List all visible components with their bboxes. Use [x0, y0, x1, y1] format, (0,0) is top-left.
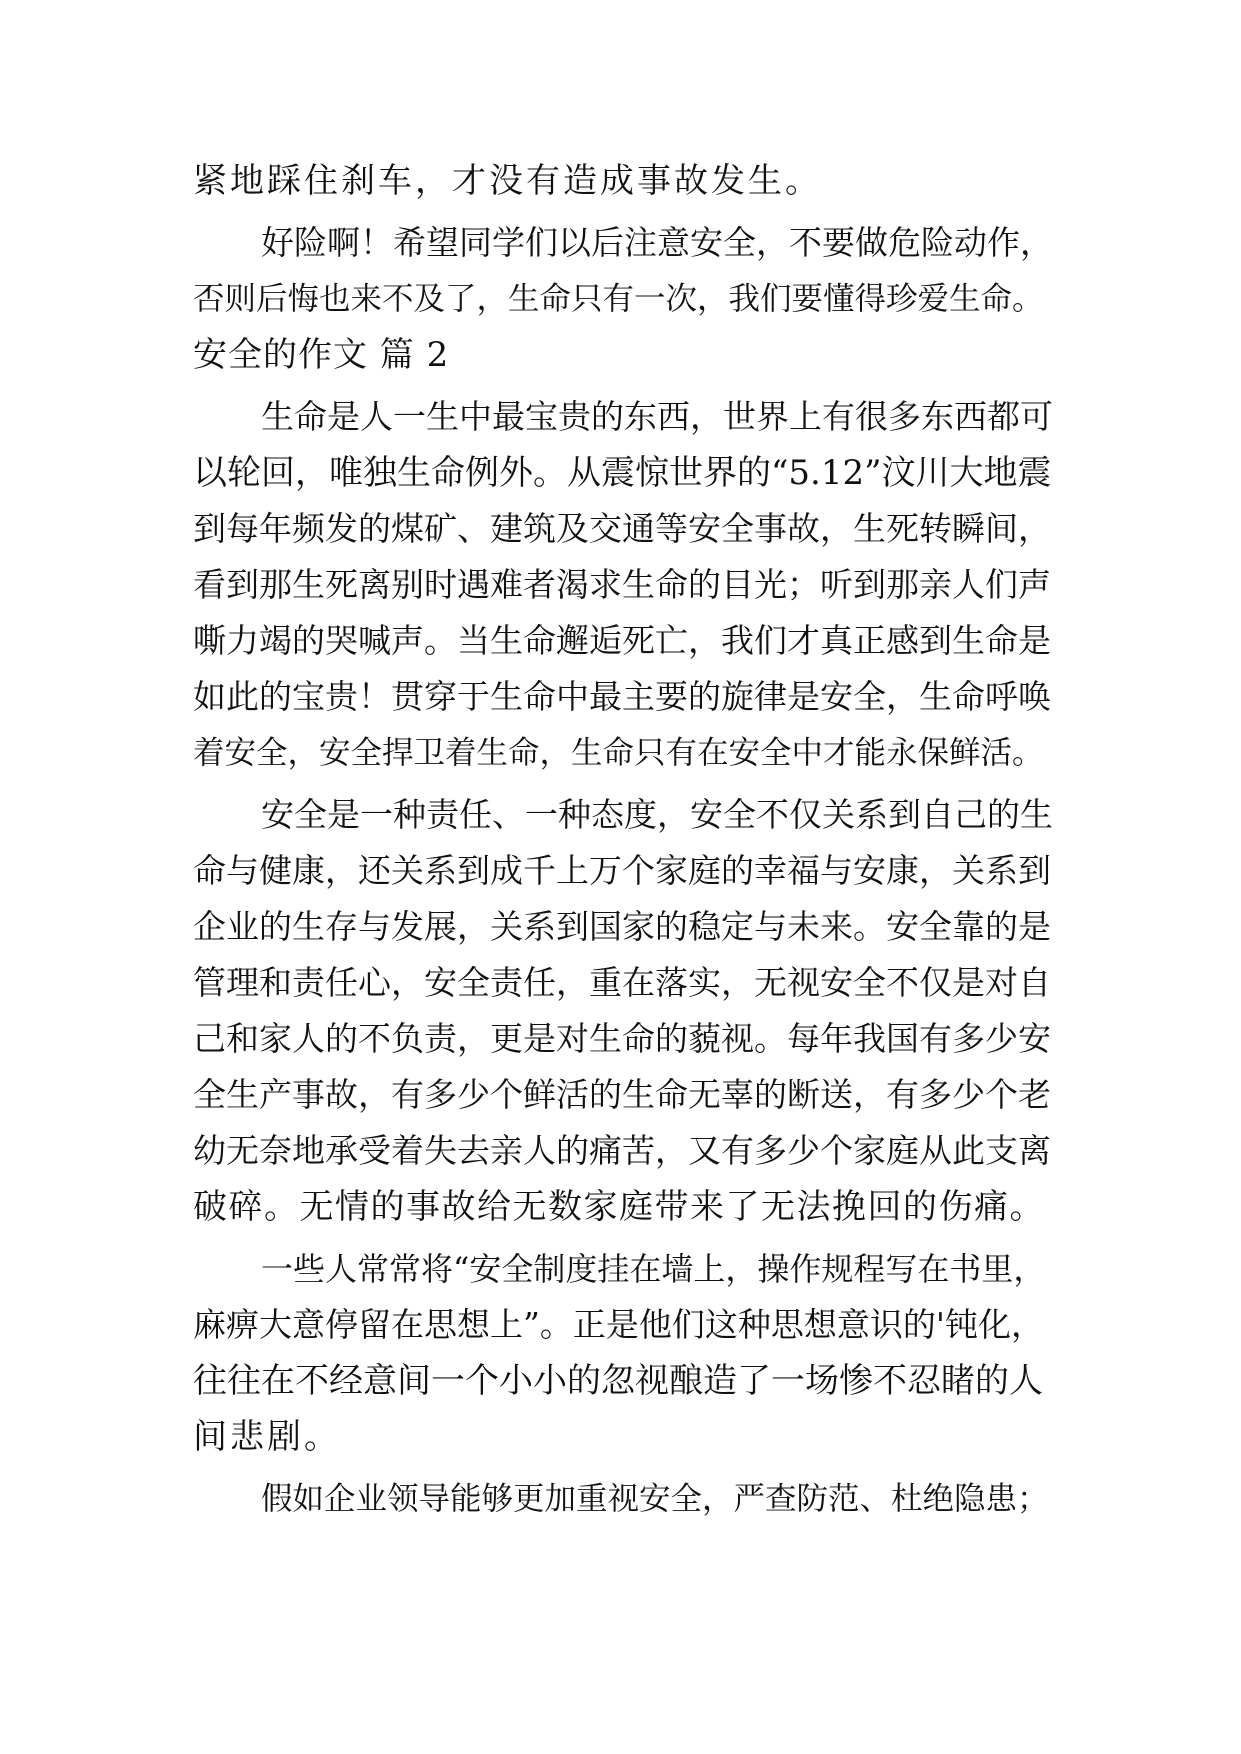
paragraph-line: 一些人常常将“安全制度挂在墙上，操作规程写在书里，: [261, 1250, 1046, 1288]
paragraph-line: 着安全，安全捍卫着生命，生命只有在安全中才能永保鲜活。: [193, 735, 1044, 771]
paragraph-line: 嘶力竭的哭喊声。当生命邂逅死亡，我们才真正感到生命是: [193, 621, 1051, 660]
paragraph-line: 以轮回，唯独生命例外。从震惊世界的“5.12”汶川大地震: [193, 453, 1052, 493]
paragraph-line: 幼无奈地承受着失去亲人的痛苦，又有多少个家庭从此支离: [193, 1131, 1051, 1170]
paragraph-line: 己和家人的不负责，更是对生命的藐视。每年我国有多少安: [193, 1019, 1051, 1058]
paragraph-line: 看到那生死离别时遇难者渴求生命的目光；听到那亲人们声: [193, 565, 1051, 604]
paragraph-line: 否则后悔也来不及了，生命只有一次，我们要懂得珍爱生命。: [193, 281, 1044, 317]
paragraph-line: 管理和责任心，安全责任，重在落实，无视安全不仅是对自: [193, 963, 1051, 1002]
paragraph-line: 破碎。无情的事故给无数家庭带来了无法挽回的伤痛。: [193, 1187, 1045, 1227]
paragraph-line: 命与健康，还关系到成千上万个家庭的幸福与安康，关系到: [193, 851, 1051, 890]
paragraph-line: 好险啊！希望同学们以后注意安全，不要做危险动作，: [261, 223, 1053, 262]
paragraph-line: 麻痹大意停留在思想上”。正是他们这种思想意识的'钝化，: [193, 1305, 1044, 1344]
paragraph-line: 企业的生存与发展，关系到国家的稳定与未来。安全靠的是: [193, 907, 1051, 946]
paragraph-line: 往往在不经意间一个小小的忽视酿造了一场惨不忍睹的人: [193, 1361, 1043, 1401]
paragraph-line: 到每年频发的煤矿、建筑及交通等安全事故，生死转瞬间，: [193, 509, 1051, 548]
paragraph-line: 如此的宝贵！贯穿于生命中最主要的旋律是安全，生命呼唤: [193, 677, 1051, 716]
section-heading: 安全的作文 篇 2: [193, 335, 450, 375]
document-body: [193, 153, 1053, 1527]
paragraph-line: 假如企业领导能够更加重视安全，严查防范、杜绝隐患；: [261, 1481, 1049, 1517]
paragraph-line: 紧地踩住刹车，才没有造成事故发生。: [193, 161, 822, 201]
paragraph-line: 间悲剧。: [193, 1417, 341, 1457]
paragraph-line: 安全是一种责任、一种态度，安全不仅关系到自己的生: [261, 795, 1053, 834]
paragraph-line: 生命是人一生中最宝贵的东西，世界上有很多东西都可: [261, 397, 1053, 436]
paragraph-line: 全生产事故，有多少个鲜活的生命无辜的断送，有多少个老: [193, 1075, 1051, 1114]
